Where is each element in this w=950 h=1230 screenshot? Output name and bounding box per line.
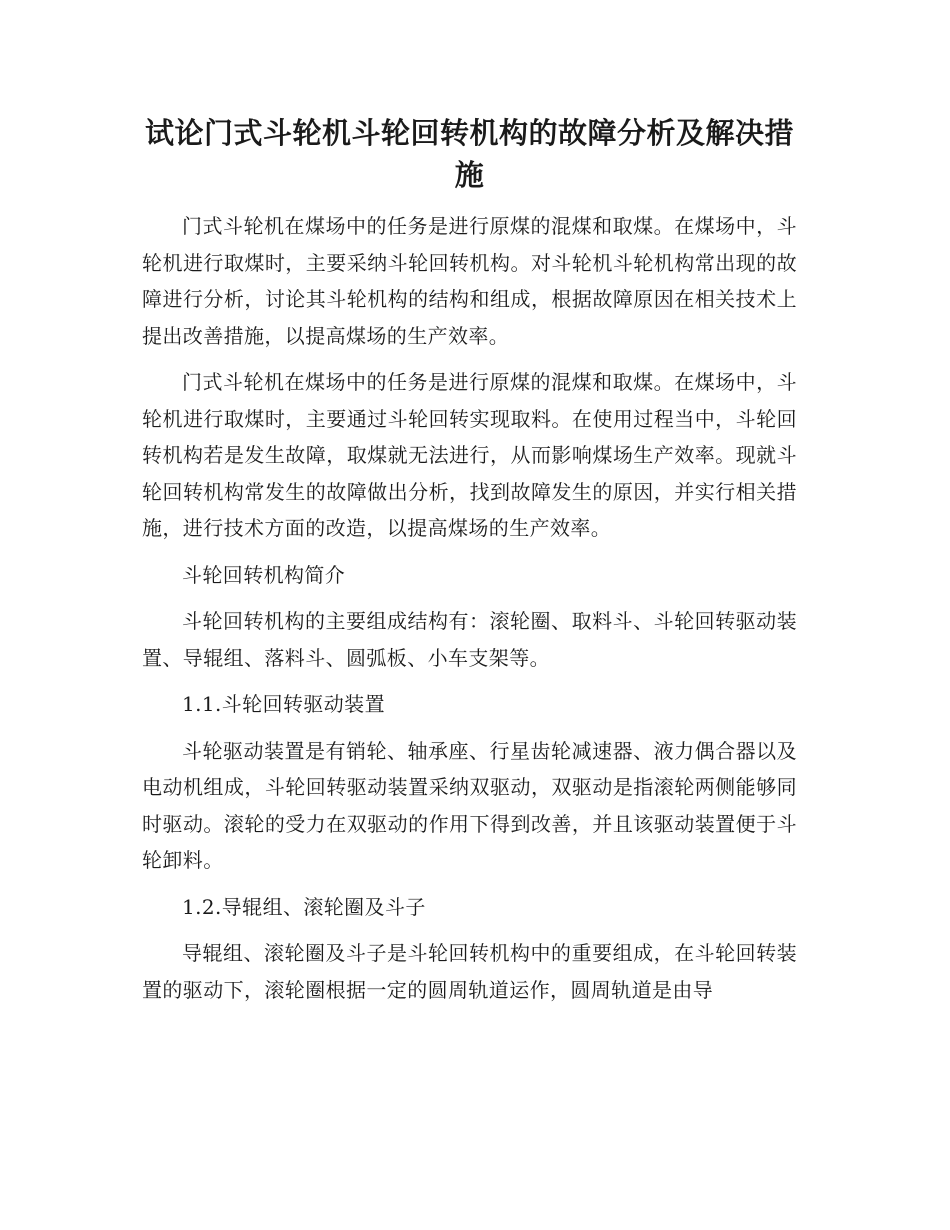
section-heading-1-2: 1.2.导辊组、滚轮圈及斗子 [182, 894, 426, 919]
section-heading-1-1: 1.1.斗轮回转驱动装置 [182, 692, 385, 716]
section-heading-overview: 斗轮回转机构简介 [182, 562, 346, 587]
document-page [142, 112, 797, 1018]
document-title: 试论门式斗轮机斗轮回转机构的故障分析及解决措施 [144, 116, 794, 192]
paragraph-guide-rollers: 导辊组、滚轮圈及斗子是斗轮回转机构中的重要组成，在斗轮回转装置的驱动下，滚轮圈根据一定的圆周轨道运作，圆周轨道是由导 [142, 941, 797, 1002]
paragraph-background: 门式斗轮机在煤场中的任务是进行原煤的混煤和取煤。在煤场中，斗轮机进行取煤时，主要通过斗轮回转实现取料。在使用过程当中，斗轮回转机构若是发生故障，取煤就无法进行，从而影响煤场生产效率。现就斗轮回转机构常发生的故障做出分析，找到故障发生的原因，并实行相关措施，进行技术方面的改造，以提高煤场的生产效率。 [142, 370, 797, 540]
paragraph-components: 斗轮回转机构的主要组成结构有：滚轮圈、取料斗、斗轮回转驱动装置、导辊组、落料斗、圆弧板、小车支架等。 [142, 609, 797, 670]
paragraph-drive-device: 斗轮驱动装置是有销轮、轴承座、行星齿轮减速器、液力偶合器以及电动机组成，斗轮回转驱动装置采纳双驱动，双驱动是指滚轮两侧能够同时驱动。滚轮的受力在双驱动的作用下得到改善，并且该驱动装置便于斗轮卸料。 [142, 738, 797, 872]
paragraph-intro: 门式斗轮机在煤场中的任务是进行原煤的混煤和取煤。在煤场中，斗轮机进行取煤时，主要采纳斗轮回转机构。对斗轮机斗轮机构常出现的故障进行分析，讨论其斗轮机构的结构和组成，根据故障原因在相关技术上提出改善措施，以提高煤场的生产效率。 [142, 214, 797, 348]
